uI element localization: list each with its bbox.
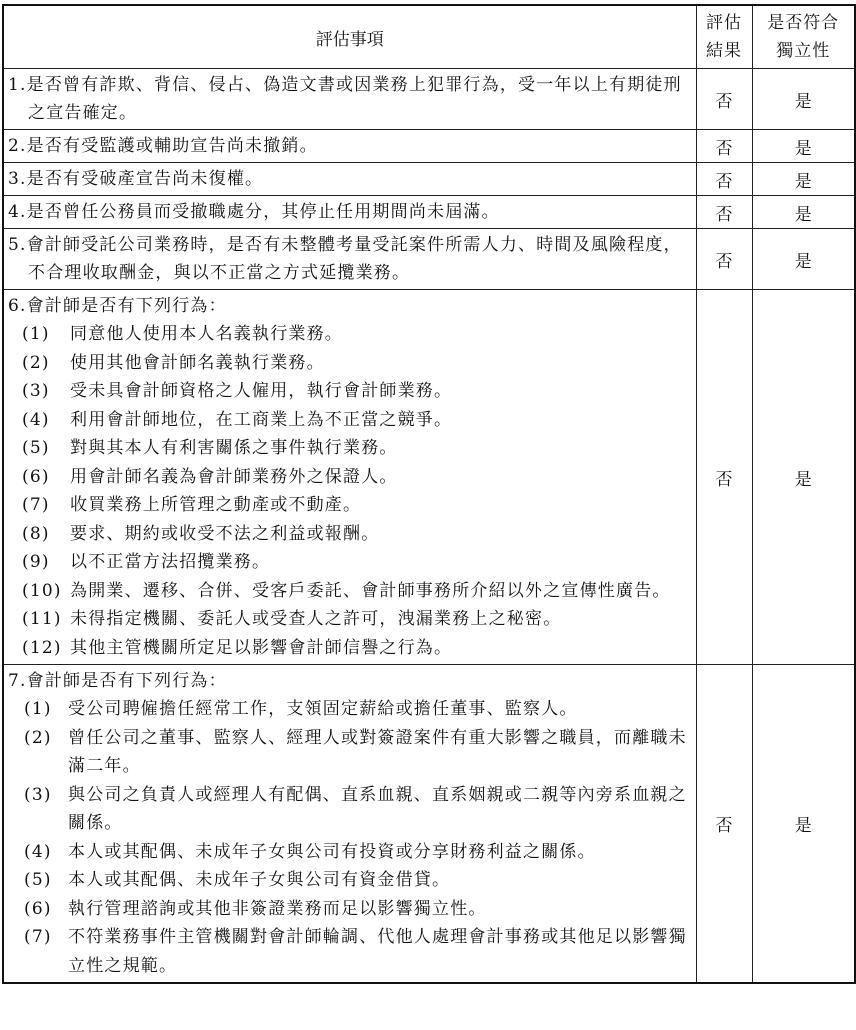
row-1-text: 1.是否曾有詐欺、背信、侵占、偽造文書或因業務上犯罪行為，受一年以上有期徒刑之宣告確定。 bbox=[8, 75, 682, 123]
row-5-result: 否 bbox=[696, 229, 752, 290]
row-1-result: 否 bbox=[696, 69, 752, 130]
list-item-text: 執行管理諮詢或其他非簽證業務而足以影響獨立性。 bbox=[68, 898, 487, 919]
table-row bbox=[3, 196, 855, 229]
list-item bbox=[8, 895, 690, 924]
list-item-text: 為開業、遷移、合併、受客戶委託、會計師事務所介紹以外之宣傳性廣告。 bbox=[70, 580, 671, 601]
row-5-independence: 是 bbox=[752, 229, 855, 290]
row-3-independence: 是 bbox=[752, 163, 855, 196]
row-1-item bbox=[3, 69, 696, 130]
row-3-text: 3.是否有受破產宣告尚未復權。 bbox=[8, 169, 264, 189]
list-item-text: 利用會計師地位，在工商業上為不正當之競爭。 bbox=[70, 409, 453, 430]
table-row bbox=[3, 229, 855, 290]
row-2-independence: 是 bbox=[752, 130, 855, 163]
row-2-item bbox=[3, 130, 696, 163]
table-row bbox=[3, 290, 855, 665]
list-item-number: (8) bbox=[22, 523, 50, 544]
list-item bbox=[8, 605, 690, 634]
header-independence bbox=[752, 5, 855, 69]
list-item bbox=[8, 866, 690, 895]
row-5-text: 5.會計師受託公司業務時，是否有未整體考量受託案件所需人力、時間及風險程度，不合理收取酬金，與以不正當之方式延攬業務。 bbox=[8, 235, 682, 283]
header-item bbox=[3, 5, 696, 69]
row-7-item bbox=[3, 665, 696, 984]
header-result-line1: 評估 bbox=[706, 13, 742, 33]
table-row bbox=[3, 69, 855, 130]
list-item-number: (7) bbox=[22, 495, 50, 515]
list-item bbox=[8, 520, 690, 549]
table-row bbox=[3, 130, 855, 163]
independence-assessment-table bbox=[2, 4, 856, 984]
row-6-sub-list bbox=[8, 320, 690, 662]
row-4-independence: 是 bbox=[752, 196, 855, 229]
row-3-item bbox=[3, 163, 696, 196]
list-item-text: 本人或其配偶、未成年子女與公司有資金借貸。 bbox=[68, 870, 451, 890]
header-result bbox=[696, 5, 752, 69]
row-2-result: 否 bbox=[696, 130, 752, 163]
list-item bbox=[8, 781, 690, 838]
list-item-text: 其他主管機關所定足以影響會計師信譽之行為。 bbox=[70, 637, 453, 658]
list-item bbox=[8, 548, 690, 577]
header-result-line2: 結果 bbox=[706, 41, 742, 61]
list-item-text: 用會計師名義為會計師業務外之保證人。 bbox=[70, 466, 398, 487]
list-item-number: (4) bbox=[24, 841, 52, 862]
row-5-item bbox=[3, 229, 696, 290]
header-row bbox=[3, 5, 855, 69]
list-item-number: (9) bbox=[22, 552, 50, 572]
list-item-text: 收買業務上所管理之動產或不動產。 bbox=[70, 495, 362, 515]
list-item bbox=[8, 377, 690, 406]
list-item bbox=[8, 320, 690, 349]
row-3-result: 否 bbox=[696, 163, 752, 196]
list-item-text: 與公司之負責人或經理人有配偶、直系血親、直系姻親或二親等內旁系血親之關係。 bbox=[68, 784, 687, 833]
row-6-item bbox=[3, 290, 696, 665]
list-item-text: 受公司聘僱擔任經常工作，支領固定薪給或擔任董事、監察人。 bbox=[68, 699, 578, 719]
list-item bbox=[8, 491, 690, 520]
list-item-text: 曾任公司之董事、監察人、經理人或對簽證案件有重大影響之職員，而離職未滿二年。 bbox=[68, 727, 687, 776]
list-item-number: (6) bbox=[22, 466, 50, 487]
row-7-sub-list bbox=[8, 695, 690, 980]
list-item bbox=[8, 838, 690, 867]
list-item-number: (7) bbox=[24, 927, 52, 947]
list-item bbox=[8, 434, 690, 463]
list-item-number: (3) bbox=[24, 784, 52, 805]
list-item bbox=[8, 634, 690, 663]
list-item-text: 要求、期約或收受不法之利益或報酬。 bbox=[70, 523, 380, 544]
list-item-text: 對與其本人有利害關係之事件執行業務。 bbox=[70, 438, 398, 458]
list-item bbox=[8, 577, 690, 606]
list-item-text: 未得指定機關、委託人或受查人之許可，洩漏業務上之秘密。 bbox=[70, 609, 562, 629]
list-item-number: (1) bbox=[22, 324, 50, 344]
list-item bbox=[8, 463, 690, 492]
row-7-result: 否 bbox=[696, 665, 752, 984]
list-item-number: (4) bbox=[22, 409, 50, 430]
list-item-number: (11) bbox=[22, 609, 62, 629]
list-item-number: (2) bbox=[24, 727, 52, 748]
row-2-text: 2.是否有受監護或輔助宣告尚未撤銷。 bbox=[8, 136, 318, 156]
header-independence-line1: 是否符合 bbox=[767, 13, 840, 33]
row-4-item bbox=[3, 196, 696, 229]
list-item-number: (3) bbox=[22, 381, 50, 401]
list-item-text: 不符業務事件主管機關對會計師輪調、代他人處理會計事務或其他足以影響獨立性之規範。 bbox=[68, 927, 687, 976]
table-row bbox=[3, 665, 855, 984]
list-item-text: 同意他人使用本人名義執行業務。 bbox=[70, 324, 343, 344]
list-item-text: 本人或其配偶、未成年子女與公司有投資或分享財務利益之關係。 bbox=[68, 841, 596, 862]
list-item-number: (10) bbox=[22, 580, 62, 601]
row-7-independence: 是 bbox=[752, 665, 855, 984]
header-item-label: 評估事項 bbox=[315, 29, 384, 50]
row-6-title: 6.會計師是否有下列行為： bbox=[8, 296, 227, 316]
assessment-table-container bbox=[2, 4, 854, 984]
row-6-independence: 是 bbox=[752, 290, 855, 665]
list-item-number: (5) bbox=[22, 438, 50, 458]
list-item bbox=[8, 695, 690, 724]
list-item-number: (5) bbox=[24, 870, 52, 890]
list-item bbox=[8, 349, 690, 378]
list-item-number: (6) bbox=[24, 898, 52, 919]
row-4-result: 否 bbox=[696, 196, 752, 229]
row-1-independence: 是 bbox=[752, 69, 855, 130]
table-row bbox=[3, 163, 855, 196]
list-item-text: 使用其他會計師名義執行業務。 bbox=[70, 352, 325, 373]
list-item-text: 以不正當方法招攬業務。 bbox=[70, 552, 271, 572]
header-independence-line2: 獨立性 bbox=[776, 41, 831, 61]
list-item-number: (2) bbox=[22, 352, 50, 373]
row-4-text: 4.是否曾任公務員而受撤職處分，其停止任用期間尚未屆滿。 bbox=[8, 202, 500, 222]
list-item bbox=[8, 923, 690, 980]
list-item bbox=[8, 406, 690, 435]
row-6-result: 否 bbox=[696, 290, 752, 665]
list-item-number: (12) bbox=[22, 637, 62, 658]
list-item-number: (1) bbox=[24, 699, 52, 719]
list-item-text: 受未具會計師資格之人僱用，執行會計師業務。 bbox=[70, 381, 453, 401]
row-7-title: 7.會計師是否有下列行為： bbox=[8, 671, 227, 691]
list-item bbox=[8, 724, 690, 781]
